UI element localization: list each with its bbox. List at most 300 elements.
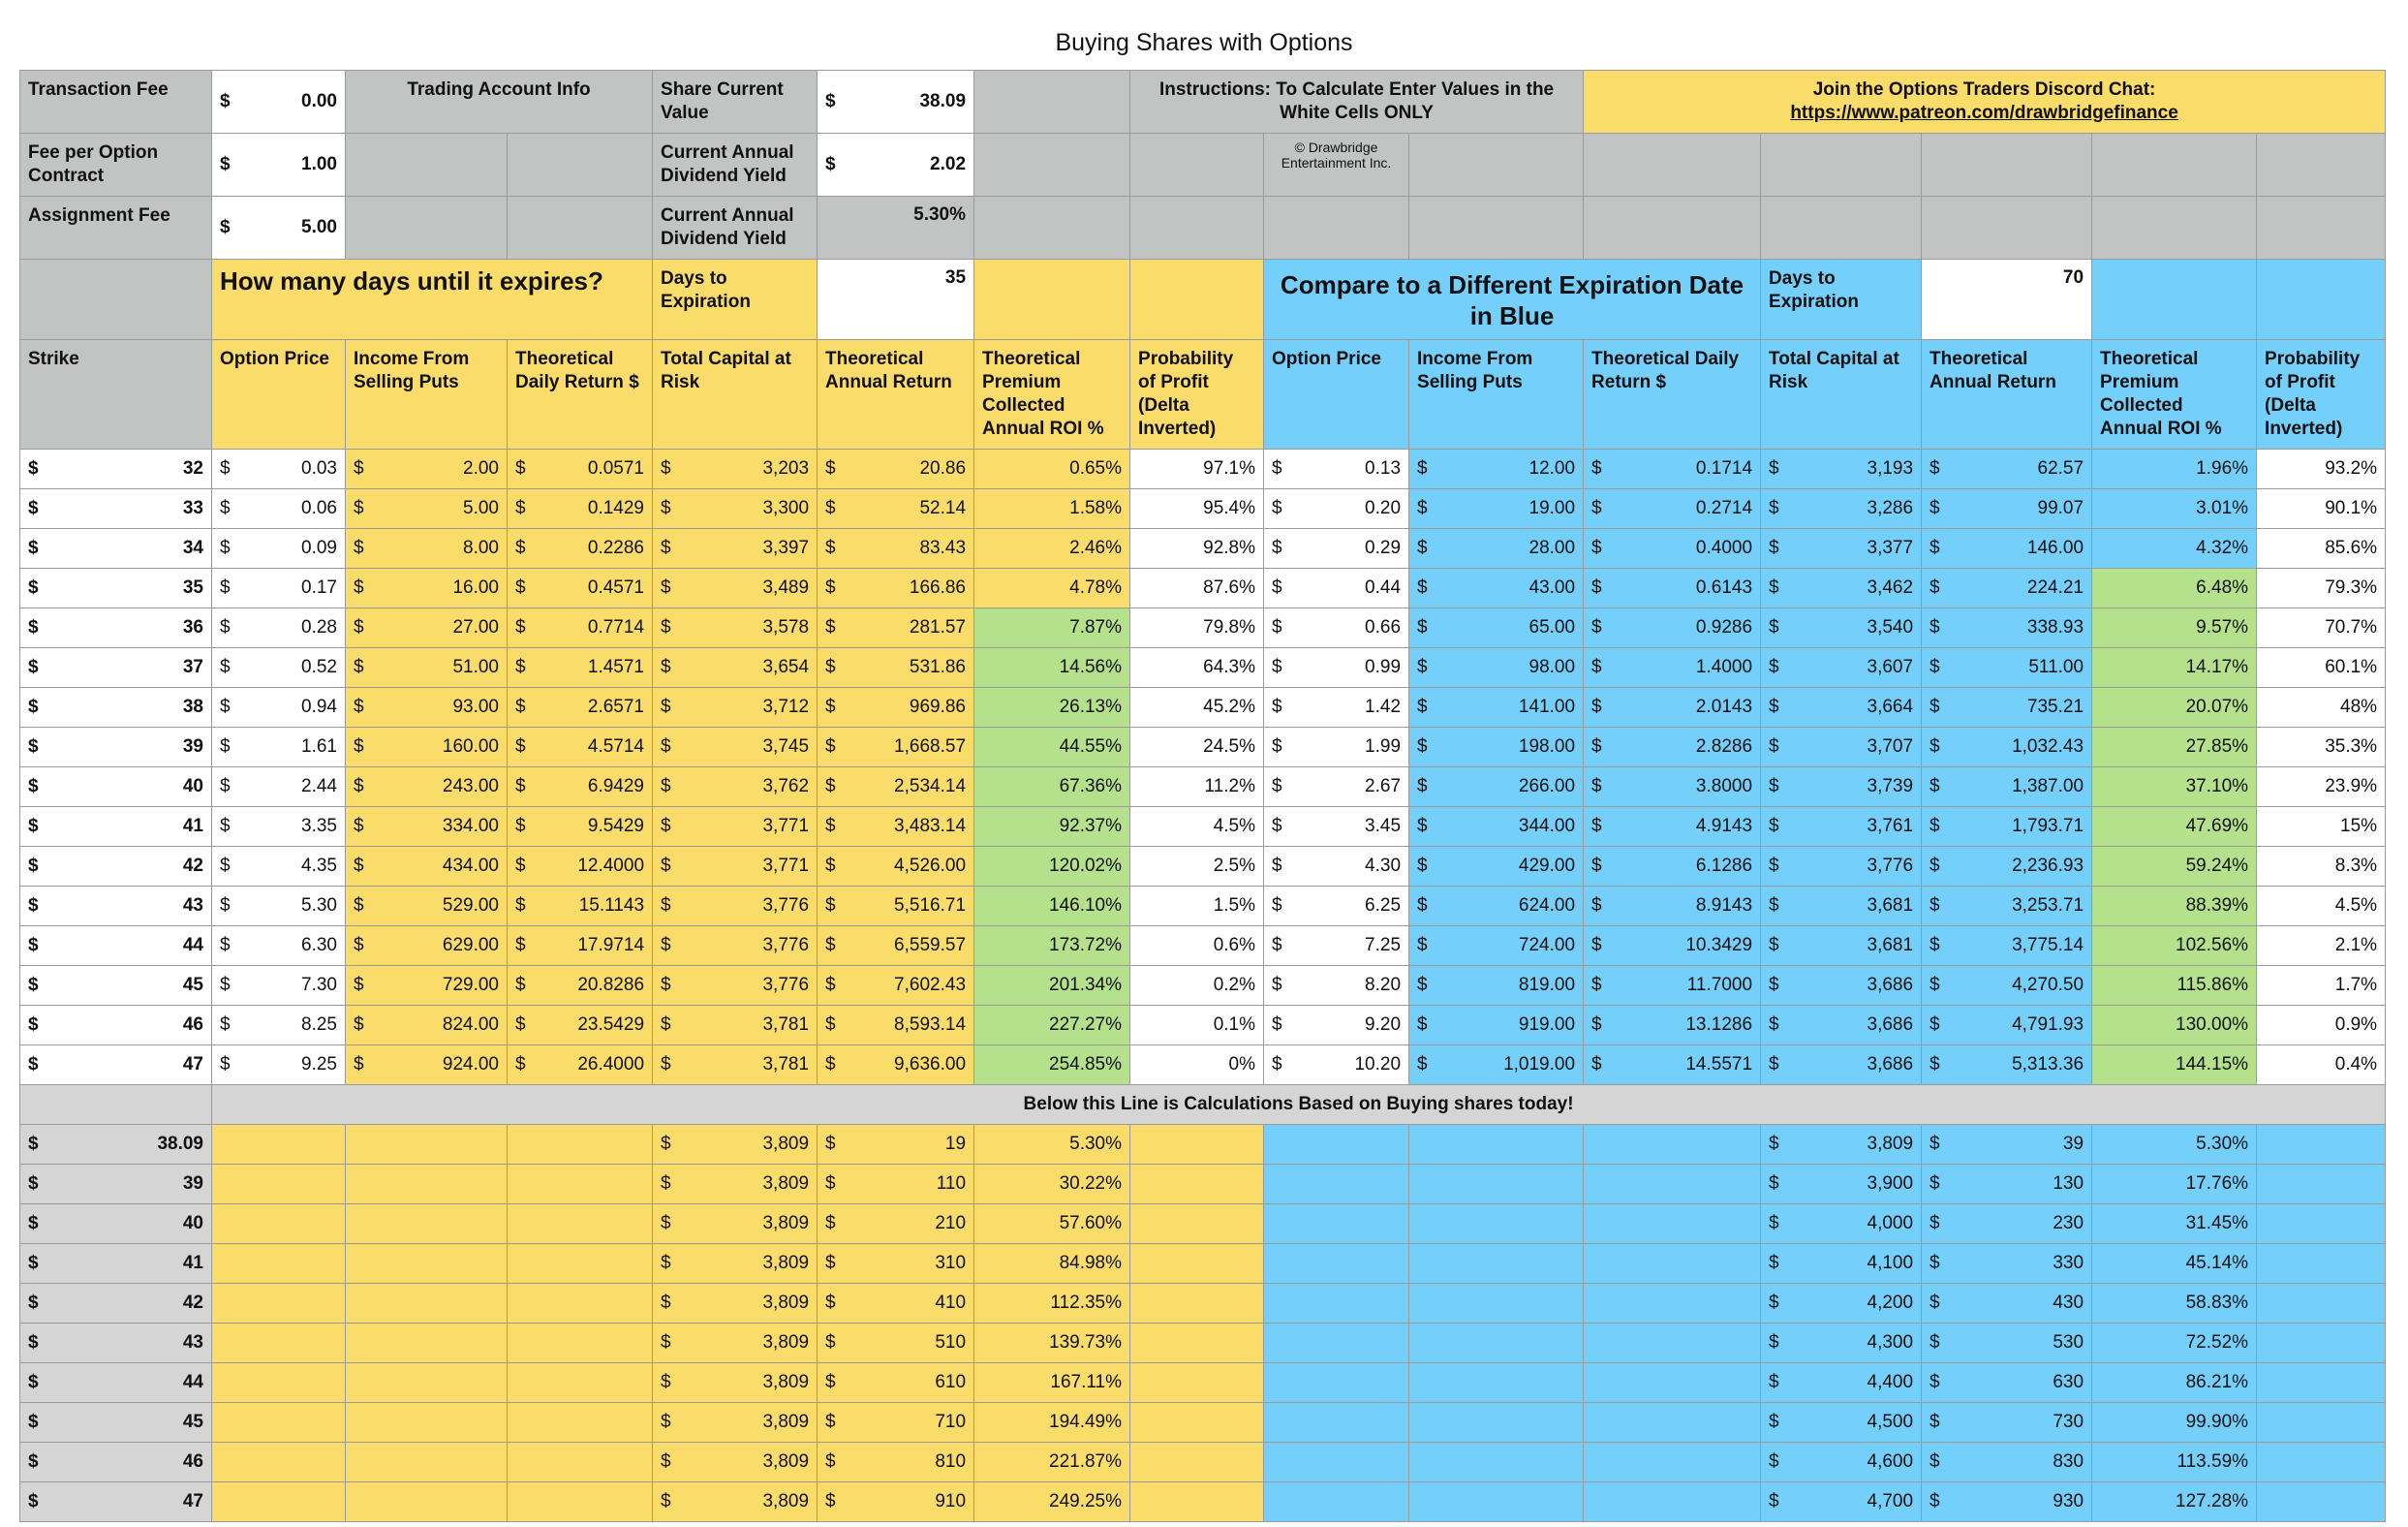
yellow-header-4: Theoretical Annual Return: [818, 340, 974, 450]
empty-cell: [508, 1204, 653, 1244]
empty-cell: [2257, 197, 2386, 260]
currency-symbol: $: [28, 1213, 39, 1233]
empty-cell: [2092, 134, 2257, 197]
cell-value: 0.29: [1365, 538, 1402, 558]
empty-cell: [1584, 1403, 1761, 1443]
blue-cell-3: [1761, 926, 1922, 966]
empty-cell: [346, 1403, 508, 1443]
share-value-input[interactable]: $ 38.09: [818, 71, 974, 134]
blue-cell-5: 102.56%: [2092, 926, 2257, 966]
currency-symbol: $: [515, 776, 526, 796]
empty-cell: [508, 197, 653, 260]
currency-symbol: $: [515, 816, 526, 836]
blue-return: [1922, 1244, 2092, 1284]
empty-cell: [508, 1125, 653, 1165]
empty-cell: [20, 1085, 212, 1125]
currency-symbol: $: [1591, 736, 1602, 757]
blue-cell-1: [1409, 1006, 1584, 1045]
cell-value: 83.43: [919, 538, 967, 558]
blue-cell-2: [1584, 847, 1761, 887]
blue-question: Compare to a Different Expiration Date in Blue: [1264, 260, 1761, 340]
cell-value: 429.00: [1518, 856, 1576, 876]
cell-value: 28.00: [1528, 538, 1576, 558]
cell-value: 3,776: [762, 935, 810, 955]
cell-value: 47: [182, 1491, 203, 1511]
currency-symbol: $: [661, 895, 671, 916]
blue-cell-4: [1922, 569, 2092, 608]
empty-cell: [212, 1284, 346, 1324]
currency-symbol: $: [1272, 1014, 1282, 1035]
currency-symbol: $: [1417, 776, 1428, 796]
strike-cell: [20, 1125, 212, 1165]
cell-value: 624.00: [1518, 895, 1576, 916]
cell-value: 0.17: [301, 577, 337, 598]
empty-cell: [974, 260, 1130, 340]
cell-value: 2.0143: [1695, 697, 1753, 717]
yellow-cell-4: [818, 767, 974, 807]
blue-cell-6: 4.5%: [2257, 887, 2386, 926]
empty-cell: [212, 1363, 346, 1403]
cell-value: 0.6143: [1695, 577, 1753, 598]
cell-value: 166.86: [909, 577, 967, 598]
expiration-row: [20, 260, 2386, 340]
yellow-roi: 57.60%: [974, 1204, 1130, 1244]
currency-symbol: $: [1769, 577, 1779, 598]
cell-value: 1,019.00: [1503, 1054, 1576, 1075]
currency-symbol: $: [825, 1134, 836, 1154]
currency-symbol: $: [1929, 895, 1940, 916]
yellow-cell-4: [818, 847, 974, 887]
currency-symbol: $: [1929, 697, 1940, 717]
blue-cell-4: [1922, 847, 2092, 887]
currency-symbol: $: [661, 1213, 671, 1233]
yellow-roi: 5.30%: [974, 1125, 1130, 1165]
yellow-roi: 30.22%: [974, 1165, 1130, 1204]
blue-cell-4: [1922, 489, 2092, 529]
currency-symbol: $: [1591, 697, 1602, 717]
blue-cell-4: [1922, 887, 2092, 926]
blue-cell-1: [1409, 569, 1584, 608]
blue-cell-3: [1761, 489, 1922, 529]
empty-cell: [1409, 1284, 1584, 1324]
currency-symbol: $: [220, 736, 231, 757]
blue-return: [1922, 1324, 2092, 1363]
cell-value: 0.4000: [1695, 538, 1753, 558]
yellow-cell-4: [818, 1006, 974, 1045]
currency-symbol: $: [220, 1054, 231, 1075]
cell-value: 0.4571: [587, 577, 645, 598]
assignment-fee-label: Assignment Fee: [20, 197, 212, 260]
yellow-cell-2: [508, 489, 653, 529]
yellow-cell-5: 14.56%: [974, 648, 1130, 688]
currency-symbol: $: [825, 1372, 836, 1392]
currency-symbol: $: [1769, 1332, 1779, 1353]
cell-value: 1.4000: [1695, 657, 1753, 677]
yellow-capital: [653, 1165, 818, 1204]
cell-value: 160.00: [442, 736, 499, 757]
empty-cell: [508, 1363, 653, 1403]
currency-symbol: $: [1417, 736, 1428, 757]
yellow-cell-6: 87.6%: [1130, 569, 1264, 608]
currency-symbol: $: [825, 736, 836, 757]
currency-symbol: $: [1591, 895, 1602, 916]
empty-cell: [346, 1443, 508, 1482]
yellow-return: [818, 1443, 974, 1482]
blue-cell-1: [1409, 966, 1584, 1006]
blue-cell-4: [1922, 648, 2092, 688]
currency-symbol: $: [1769, 816, 1779, 836]
blue-days-input[interactable]: 70: [1922, 260, 2092, 340]
strike-cell: [20, 1204, 212, 1244]
blue-cell-4: [1922, 529, 2092, 569]
yellow-roi: 112.35%: [974, 1284, 1130, 1324]
cell-value: 3,253.71: [2012, 895, 2084, 916]
yellow-cell-3: [653, 966, 818, 1006]
buy-row: [20, 1284, 2386, 1324]
currency-symbol: $: [515, 538, 526, 558]
currency-symbol: $: [1929, 1134, 1940, 1154]
yellow-cell-6: 4.5%: [1130, 807, 1264, 847]
blue-cell-3: [1761, 648, 1922, 688]
currency-symbol: $: [661, 1173, 671, 1194]
cell-value: 3,771: [762, 816, 810, 836]
buy-row: [20, 1403, 2386, 1443]
currency-symbol: $: [1417, 538, 1428, 558]
empty-cell: [346, 1284, 508, 1324]
yellow-cell-5: 173.72%: [974, 926, 1130, 966]
empty-cell: [1264, 1324, 1409, 1363]
empty-cell: [212, 1482, 346, 1522]
currency-symbol: $: [1769, 776, 1779, 796]
blue-roi: 31.45%: [2092, 1204, 2257, 1244]
currency-symbol: $: [661, 577, 671, 598]
cell-value: 3,686: [1867, 975, 1914, 995]
currency-symbol: $: [28, 458, 39, 479]
cell-value: 969.86: [909, 697, 967, 717]
fee-per-contract-input[interactable]: $ 1.00: [212, 134, 346, 197]
cell-value: 12.00: [1528, 458, 1576, 479]
currency-symbol: $: [220, 776, 231, 796]
yellow-cell-1: [346, 926, 508, 966]
cell-value: 37: [182, 657, 203, 677]
currency-symbol: $: [1929, 1213, 1940, 1233]
buy-row: [20, 1244, 2386, 1284]
cell-value: 44: [182, 1372, 203, 1392]
cell-value: 6.1286: [1695, 856, 1753, 876]
yellow-capital: [653, 1125, 818, 1165]
cell-value: 32: [182, 458, 203, 479]
blue-cell-3: [1761, 569, 1922, 608]
currency-symbol: $: [661, 1134, 671, 1154]
currency-symbol: $: [220, 538, 231, 558]
yellow-cell-2: [508, 767, 653, 807]
cell-value: 0.9286: [1695, 617, 1753, 638]
strike-cell: [20, 450, 212, 489]
cell-value: 3,809: [762, 1412, 810, 1432]
cell-value: 0.28: [301, 617, 337, 638]
blue-return: [1922, 1403, 2092, 1443]
strike-cell: [20, 847, 212, 887]
currency-symbol: $: [1417, 856, 1428, 876]
yellow-cell-5: 1.58%: [974, 489, 1130, 529]
cell-value: 4,300: [1867, 1332, 1914, 1353]
cell-value: 1.61: [301, 736, 337, 757]
cell-value: 2.44: [301, 776, 337, 796]
cell-value: 3,686: [1867, 1054, 1914, 1075]
empty-cell: [2257, 1443, 2386, 1482]
yellow-cell-0: [212, 450, 346, 489]
cell-value: 3,809: [1867, 1134, 1914, 1154]
currency-symbol: $: [1591, 498, 1602, 518]
empty-cell: [1922, 134, 2092, 197]
annual-dividend-input[interactable]: $ 2.02: [818, 134, 974, 197]
currency-symbol: $: [661, 1014, 671, 1035]
blue-cell-0: [1264, 807, 1409, 847]
blue-cell-0: [1264, 966, 1409, 1006]
cell-value: 919.00: [1518, 1014, 1576, 1035]
currency-symbol: $: [515, 1014, 526, 1035]
share-value-label: Share Current Value: [653, 71, 818, 134]
blue-cell-0: [1264, 887, 1409, 926]
cell-value: 10.20: [1354, 1054, 1402, 1075]
yellow-cell-3: [653, 767, 818, 807]
buy-row: [20, 1204, 2386, 1244]
cell-value: 38: [182, 697, 203, 717]
currency-symbol: $: [1272, 935, 1282, 955]
currency-symbol: $: [825, 1412, 836, 1432]
cell-value: 130: [2053, 1173, 2084, 1194]
yellow-cell-2: [508, 608, 653, 648]
currency-symbol: $: [1769, 1491, 1779, 1511]
blue-cell-1: [1409, 608, 1584, 648]
cell-value: 43: [182, 1332, 203, 1353]
strike-cell: [20, 1403, 212, 1443]
currency-symbol: $: [28, 1054, 39, 1075]
currency-symbol: $: [1769, 1253, 1779, 1273]
empty-cell: [1409, 1482, 1584, 1522]
blue-cell-6: 23.9%: [2257, 767, 2386, 807]
blue-cell-4: [1922, 926, 2092, 966]
yellow-cell-0: [212, 688, 346, 728]
blue-cell-0: [1264, 688, 1409, 728]
yellow-cell-2: [508, 450, 653, 489]
empty-cell: [1584, 197, 1761, 260]
strike-cell: [20, 767, 212, 807]
cell-value: 3,776: [1867, 856, 1914, 876]
cell-value: 243.00: [442, 776, 499, 796]
blue-cell-5: 3.01%: [2092, 489, 2257, 529]
cell-value: 38.09: [157, 1134, 203, 1154]
cell-value: 6.25: [1365, 895, 1402, 916]
currency-symbol: $: [1417, 657, 1428, 677]
yellow-roi: 167.11%: [974, 1363, 1130, 1403]
blue-days-label: Days to Expiration: [1761, 260, 1922, 340]
currency-symbol: $: [515, 617, 526, 638]
yellow-cell-5: 7.87%: [974, 608, 1130, 648]
yellow-return: [818, 1204, 974, 1244]
cell-value: 19: [944, 1134, 967, 1154]
option-row: [20, 489, 2386, 529]
option-row: [20, 450, 2386, 489]
yellow-cell-5: 92.37%: [974, 807, 1130, 847]
cell-value: 2.6571: [587, 697, 645, 717]
blue-header-6: Probability of Profit (Delta Inverted): [2257, 340, 2386, 450]
strike-cell: [20, 688, 212, 728]
currency-symbol: $: [1929, 577, 1940, 598]
currency-symbol: $: [1272, 816, 1282, 836]
currency-symbol: $: [28, 1014, 39, 1035]
cell-value: 3,681: [1867, 895, 1914, 916]
blue-cell-1: [1409, 767, 1584, 807]
info-row-1: [20, 71, 2386, 134]
currency-symbol: $: [515, 935, 526, 955]
empty-cell: [1264, 1284, 1409, 1324]
yellow-cell-6: 45.2%: [1130, 688, 1264, 728]
cell-value: 3,776: [762, 975, 810, 995]
yellow-cell-3: [653, 569, 818, 608]
buy-row: [20, 1363, 2386, 1403]
blue-roi: 99.90%: [2092, 1403, 2257, 1443]
cell-value: 47: [182, 1054, 203, 1075]
cell-value: 430: [2053, 1293, 2084, 1313]
blue-cell-2: [1584, 529, 1761, 569]
currency-symbol: $: [825, 91, 836, 111]
yellow-cell-4: [818, 807, 974, 847]
blue-cell-5: 115.86%: [2092, 966, 2257, 1006]
currency-symbol: $: [28, 498, 39, 518]
yellow-cell-4: [818, 1045, 974, 1085]
cell-value: 266.00: [1518, 776, 1576, 796]
cell-value: 23.5429: [577, 1014, 645, 1035]
blue-cell-1: [1409, 688, 1584, 728]
cell-value: 8.9143: [1695, 895, 1753, 916]
currency-symbol: $: [28, 1372, 39, 1392]
currency-symbol: $: [28, 657, 39, 677]
blue-capital: [1761, 1443, 1922, 1482]
yellow-days-input[interactable]: 35: [818, 260, 974, 340]
blue-cell-2: [1584, 1045, 1761, 1085]
yellow-cell-4: [818, 489, 974, 529]
currency-symbol: $: [1929, 1372, 1940, 1392]
cell-value: 93.00: [452, 697, 499, 717]
empty-cell: [1584, 134, 1761, 197]
yellow-capital: [653, 1244, 818, 1284]
yellow-cell-4: [818, 608, 974, 648]
empty-cell: [1761, 197, 1922, 260]
currency-symbol: $: [28, 816, 39, 836]
empty-cell: [2257, 1244, 2386, 1284]
yellow-cell-6: 0.6%: [1130, 926, 1264, 966]
cell-value: 16.00: [452, 577, 499, 598]
empty-cell: [346, 1363, 508, 1403]
assignment-fee-input[interactable]: $ 5.00: [212, 197, 346, 260]
currency-symbol: $: [354, 697, 364, 717]
currency-symbol: $: [1591, 975, 1602, 995]
blue-return: [1922, 1363, 2092, 1403]
yellow-cell-6: 92.8%: [1130, 529, 1264, 569]
yellow-cell-3: [653, 489, 818, 529]
yellow-return: [818, 1244, 974, 1284]
blue-cell-6: 85.6%: [2257, 529, 2386, 569]
yellow-cell-6: 24.5%: [1130, 728, 1264, 767]
currency-symbol: $: [220, 895, 231, 916]
currency-symbol: $: [1769, 657, 1779, 677]
blue-cell-0: [1264, 926, 1409, 966]
discord-link[interactable]: https://www.patreon.com/drawbridgefinance: [1790, 103, 2178, 123]
empty-cell: [1584, 1165, 1761, 1204]
transaction-fee-input[interactable]: $ 0.00: [212, 71, 346, 134]
currency-symbol: $: [1769, 1213, 1779, 1233]
cell-value: 338.93: [2026, 617, 2084, 638]
yellow-cell-6: 0.1%: [1130, 1006, 1264, 1045]
empty-cell: [346, 1125, 508, 1165]
yellow-cell-4: [818, 569, 974, 608]
yellow-cell-1: [346, 847, 508, 887]
currency-symbol: $: [1272, 736, 1282, 757]
yellow-capital: [653, 1284, 818, 1324]
blue-cell-5: 20.07%: [2092, 688, 2257, 728]
blue-cell-1: [1409, 887, 1584, 926]
currency-symbol: $: [354, 538, 364, 558]
currency-symbol: $: [1929, 856, 1940, 876]
yellow-cell-5: 4.78%: [974, 569, 1130, 608]
cell-value: 4,270.50: [2012, 975, 2084, 995]
info-row-2: [20, 134, 2386, 197]
yellow-cell-6: 11.2%: [1130, 767, 1264, 807]
cell-value: 98.00: [1528, 657, 1576, 677]
cell-value: 3,739: [1867, 776, 1914, 796]
currency-symbol: $: [220, 975, 231, 995]
yellow-cell-1: [346, 767, 508, 807]
blue-cell-6: 0.9%: [2257, 1006, 2386, 1045]
cell-value: 334.00: [442, 816, 499, 836]
blue-cell-2: [1584, 966, 1761, 1006]
yellow-header-6: Probability of Profit (Delta Inverted): [1130, 340, 1264, 450]
blue-roi: 58.83%: [2092, 1284, 2257, 1324]
empty-cell: [2257, 260, 2386, 340]
cell-value: 3,809: [762, 1253, 810, 1273]
empty-cell: [1130, 1443, 1264, 1482]
empty-cell: [212, 1204, 346, 1244]
blue-cell-1: [1409, 728, 1584, 767]
cell-value: 4.5714: [587, 736, 645, 757]
currency-symbol: $: [661, 736, 671, 757]
currency-symbol: $: [220, 935, 231, 955]
yellow-cell-4: [818, 966, 974, 1006]
cell-value: 43.00: [1528, 577, 1576, 598]
currency-symbol: $: [1591, 776, 1602, 796]
blue-cell-4: [1922, 807, 2092, 847]
empty-cell: [346, 1482, 508, 1522]
yellow-cell-3: [653, 688, 818, 728]
yellow-cell-3: [653, 648, 818, 688]
currency-symbol: $: [1929, 816, 1940, 836]
empty-cell: [1130, 1204, 1264, 1244]
currency-symbol: $: [1591, 1054, 1602, 1075]
currency-symbol: $: [825, 1332, 836, 1353]
cell-value: 46: [182, 1451, 203, 1472]
cell-value: 610: [935, 1372, 967, 1392]
currency-symbol: $: [661, 816, 671, 836]
currency-symbol: $: [825, 1014, 836, 1035]
cell-value: 0.0571: [587, 458, 645, 479]
currency-symbol: $: [661, 697, 671, 717]
yellow-cell-5: 227.27%: [974, 1006, 1130, 1045]
currency-symbol: $: [1769, 617, 1779, 638]
currency-symbol: $: [1417, 1014, 1428, 1035]
option-row: [20, 887, 2386, 926]
currency-symbol: $: [1769, 1412, 1779, 1432]
